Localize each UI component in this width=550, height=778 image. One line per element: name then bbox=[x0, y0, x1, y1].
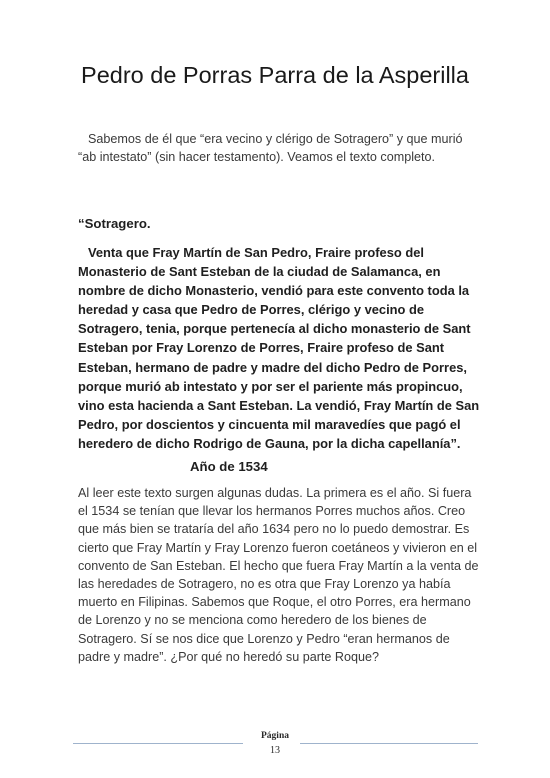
quote-heading: “Sotragero. bbox=[78, 216, 151, 231]
footer-page-number: 13 bbox=[270, 745, 280, 756]
footer-rule-left bbox=[73, 743, 243, 744]
footer-page-label: Página bbox=[261, 731, 289, 741]
quote-body: Venta que Fray Martín de San Pedro, Fraire profeso del Monasterio de Sant Esteban de la ciudad de Salamanca, en nombre de dicho Monasterio, vendió para este convento toda la heredad y casa que Pedro de Porres, clérigo y vecino de Sotragero, tenia, porque pertenecía al dicho monasterio de Sant Esteban por Fray Lorenzo de Porres, Fraire profeso de Sant Esteban, hermano de padre y madre del dicho Pedro de Porres, porque murió ab intestato y por ser el pariente más propincuo, vino esta hacienda a Sant Esteban. La vendió, Fray Martín de San Pedro, por doscientos y cincuenta mil maravedíes que pagó el heredero de dicho Rodrigo de Gauna, por la dicha capellanía”. bbox=[78, 245, 480, 451]
page-title: Pedro de Porras Parra de la Asperilla bbox=[81, 62, 469, 88]
year-heading: Año de 1534 bbox=[190, 459, 268, 474]
intro-paragraph: Sabemos de él que “era vecino y clérigo de Sotragero” y que murió “ab intestato” (sin hacer testamento). Veamos el texto completo. bbox=[78, 132, 463, 165]
footer-rule-right bbox=[300, 743, 478, 744]
analysis-paragraph: Al leer este texto surgen algunas dudas. La primera es el año. Si fuera el 1534 se tenían que llevar los hermanos Porres muchos años. Creo que más bien se trataría del año 1634 pero no lo puedo demostrar. Es cierto que Fray Martín y Fray Lorenzo fueron coetáneos y vivieron en el convento de San Esteban. El hecho que fuera Fray Martín a la venta de las heredades de Sotragero, no es otra que Fray Lorenzo ya había muerto en Filipinas. Sabemos que Roque, el otro Porres, era hermano de Lorenzo y no se menciona como heredero de los bienes de Sotragero. Sí se nos dice que Lorenzo y Pedro “eran hermanos de padre y madre”. ¿Por qué no heredó su parte Roque? bbox=[78, 486, 479, 664]
